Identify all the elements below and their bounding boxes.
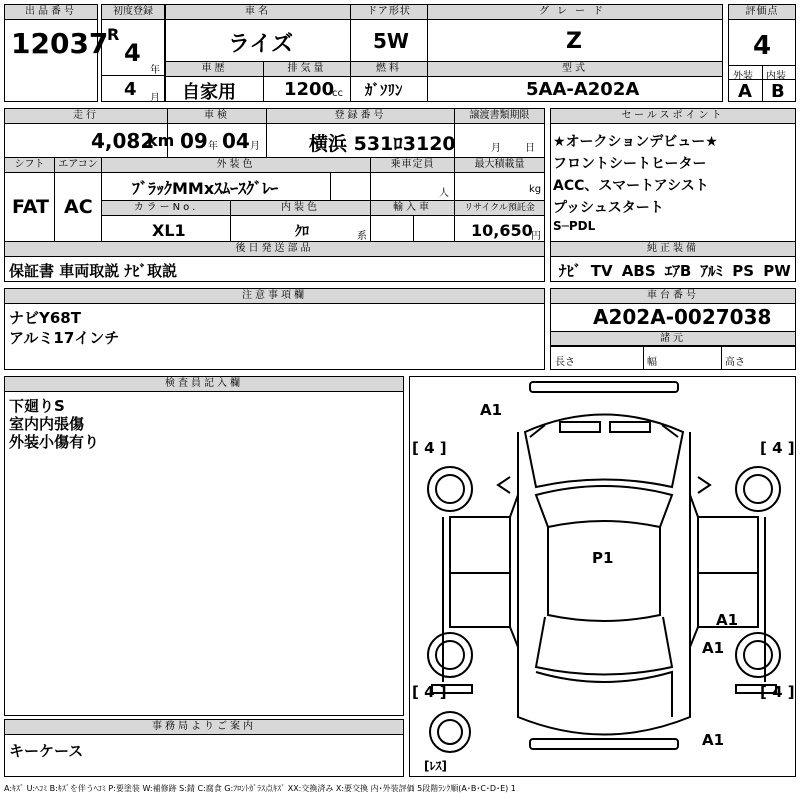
model-label: 型式: [428, 62, 722, 77]
load-label: 最大積載量: [455, 158, 544, 173]
sales-line-1: ★オークションデビュー★: [553, 134, 718, 150]
exterior-color: ﾌﾞﾗｯｸMMxｽﾑｰｽｸﾞﾚｰ: [132, 179, 279, 198]
reg-year-unit: 年: [150, 65, 160, 76]
sales-line-5: S─PDL: [553, 219, 596, 233]
first-reg-label: 初度登録: [102, 5, 164, 20]
inspection-label: 車検: [168, 109, 266, 124]
inspector-line-2: 室内内張傷: [9, 415, 85, 433]
sales-points-label: セールスポイント: [551, 109, 795, 124]
after-parts: 保証書 車両取説 ﾅﾋﾞ取説: [9, 262, 177, 280]
mark-rear-fender: A1: [702, 639, 725, 657]
ac-label: エアコン: [55, 158, 101, 173]
mark-roof: P1: [592, 549, 614, 567]
model-code: 5AA-A202A: [526, 79, 640, 100]
spec-width: 幅: [647, 357, 657, 368]
shift-label: シフト: [5, 158, 54, 173]
reg-month: 4: [124, 79, 137, 100]
spec-height: 高さ: [725, 357, 745, 368]
plate-cell: [266, 108, 455, 158]
int-color-suffix: 系: [357, 231, 367, 242]
capacity-cell: [370, 157, 455, 201]
yen-unit: 円: [531, 231, 541, 242]
after-parts-label: 後日発送部品: [5, 242, 544, 257]
ac-cell: [54, 157, 102, 242]
grade: Z: [566, 29, 582, 54]
car-outline-icon: [410, 377, 797, 778]
inspection-month: 04: [222, 129, 250, 153]
car-name-label: 車名: [166, 5, 350, 20]
equipment-label: 純正装備: [551, 242, 795, 257]
mark-rear-bumper: A1: [702, 731, 725, 749]
int-color-cell: [230, 200, 371, 242]
load-unit: kg: [529, 184, 542, 195]
mark-spare: [ﾚｽ]: [424, 759, 447, 773]
equipment-cell: [550, 241, 796, 282]
capacity-label: 乗車定員: [371, 158, 454, 173]
mileage: 4,082: [91, 129, 155, 153]
notes-line-2: アルミ17インチ: [9, 329, 120, 347]
mark-tire-fl: [ 4 ]: [412, 439, 447, 457]
office-cell: [4, 719, 404, 777]
door-cell: [350, 4, 428, 62]
inspector-line-1: 下廻りS: [9, 397, 65, 415]
mark-tire-fr: [ 4 ]: [760, 439, 795, 457]
inspection-year: 09: [180, 129, 208, 153]
grade-label: グレード: [428, 5, 722, 20]
color-cell: [101, 157, 371, 201]
inspector-cell: [4, 376, 404, 716]
sales-points-cell: [550, 108, 796, 242]
import-label: 輸入車: [371, 201, 454, 216]
displacement: 1200: [284, 79, 335, 100]
car-name-cell: [165, 4, 351, 62]
fuel: ｶﾞｿﾘﾝ: [365, 81, 403, 99]
inspection-month-unit: 月: [250, 141, 260, 152]
history-cell: [165, 61, 264, 102]
mark-hood: A1: [480, 401, 503, 419]
inspection-year-unit: 年: [208, 141, 218, 152]
lot-cell: [4, 4, 109, 102]
km-unit: km: [147, 131, 175, 150]
shift-cell: [4, 157, 55, 242]
load-cell: [454, 157, 545, 201]
interior-label: 内装: [766, 71, 786, 82]
mileage-cell: [4, 108, 175, 158]
recycle-amount: 10,650: [471, 221, 533, 240]
after-parts-cell: [4, 241, 545, 282]
int-color-label: 内装色: [231, 201, 370, 216]
office-note: キーケース: [9, 742, 84, 760]
inspection-cell: [167, 108, 267, 158]
mark-tire-rr: [ 4 ]: [760, 683, 795, 701]
equipment: ﾅﾋﾞ TV ABS ｴｱB ｱﾙﾐ PS PW: [559, 262, 791, 280]
inspector-line-3: 外装小傷有り: [9, 433, 100, 451]
score-label: 評価点: [729, 5, 795, 20]
color-label: 外装色: [102, 158, 370, 173]
door-type: 5W: [373, 29, 409, 53]
mark-rear-door: A1: [716, 611, 739, 629]
ac: AC: [64, 196, 93, 218]
chassis-cell: [550, 288, 796, 370]
door-label: ドア形状: [351, 5, 427, 20]
chassis-number: A202A-0027038: [593, 305, 772, 329]
score-cell: [728, 4, 796, 102]
fuel-label: 燃料: [351, 62, 427, 77]
plate-number: 横浜 531ﾛ3120: [309, 133, 456, 155]
exterior-grade: A: [738, 81, 752, 102]
transfer-day: 日: [525, 143, 535, 154]
cc-unit: cc: [332, 88, 343, 99]
inspector-label: 検査員記入欄: [5, 377, 403, 392]
score: 4: [753, 31, 772, 61]
recycle-label: リサイクル預託金: [455, 201, 544, 216]
notes-label: 注意事項欄: [5, 289, 544, 304]
shift: FAT: [12, 196, 49, 218]
legend: A:ｷｽﾞ U:ﾍｺﾐ B:ｷｽﾞを伴うﾍｺﾐ P:要塗装 W:補修跡 S:錆 C:腐食 G:ﾌﾛﾝﾄｶﾞﾗｽ点ｷｽﾞ XX:交換済み X:要交換 内･外装評価 5段階ﾗﾝｸ順(A･B･C･D･E) 1: [4, 784, 516, 793]
mileage-label: 走行: [5, 109, 167, 124]
transfer-cell: [454, 108, 545, 158]
car-diagram: [409, 376, 796, 777]
mark-tire-rl: [ 4 ]: [412, 683, 447, 701]
color-no-label: カラーNo.: [102, 201, 230, 216]
history: 自家用: [182, 82, 236, 103]
plate-label: 登録番号: [267, 109, 454, 124]
interior-grade: B: [771, 81, 785, 102]
notes-cell: [4, 288, 545, 370]
lot-number: 12037: [11, 27, 109, 60]
first-reg-cell: [101, 4, 165, 102]
office-label: 事務局よりご案内: [5, 720, 403, 735]
lot-label: 出品番号: [5, 5, 97, 20]
sales-line-3: ACC、スマートアシスト: [553, 178, 709, 194]
color-no-cell: [101, 200, 231, 242]
displacement-label: 排気量: [264, 62, 350, 77]
car-name: ライズ: [228, 32, 294, 57]
color-no: XL1: [152, 221, 186, 240]
capacity-unit: 人: [439, 188, 449, 199]
model-cell: [427, 61, 723, 102]
transfer-month: 月: [491, 143, 501, 154]
sales-line-4: プッシュスタート: [553, 200, 664, 216]
recycle-cell: [454, 200, 545, 242]
era: R: [107, 25, 120, 44]
history-label: 車歴: [166, 62, 263, 77]
sales-line-2: フロントシートヒーター: [553, 156, 707, 172]
reg-year: 4: [124, 39, 141, 67]
int-color: ｸﾛ: [295, 224, 309, 240]
spec-length: 長さ: [555, 357, 575, 368]
reg-month-unit: 月: [150, 93, 160, 104]
import-cell: [370, 200, 455, 242]
transfer-label: 譲渡書類期限: [455, 109, 544, 124]
notes-line-1: ナビY68T: [9, 309, 81, 327]
chassis-label: 車台番号: [551, 289, 795, 304]
displacement-cell: [263, 61, 351, 102]
exterior-label: 外装: [733, 71, 753, 82]
spec-label: 諸元: [551, 331, 795, 347]
fuel-cell: [350, 61, 428, 102]
grade-cell: [427, 4, 723, 62]
